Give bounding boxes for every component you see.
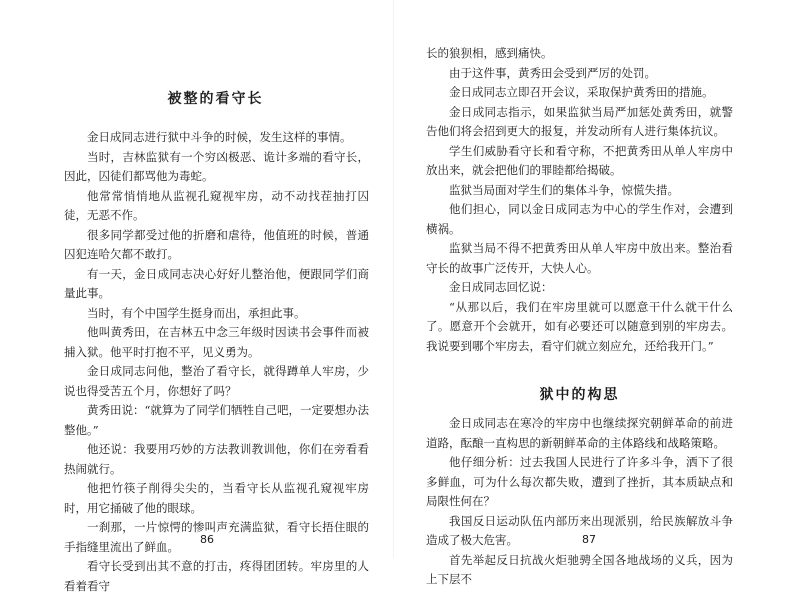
paragraph: 长的狼狈相，感到痛快。 — [426, 46, 553, 60]
paragraph: 很多同学都受过他的折磨和虐待，他值班的时候，普通囚犯连哈欠都不敢打。 — [64, 227, 369, 261]
paragraph: 黄秀田说：“就算为了同学们牺牲自己吧，一定要想办法整他。” — [64, 403, 369, 437]
paragraph: 他仔细分析：过去我国人民进行了许多斗争，洒下了很多鲜血，可为什么每次都失败，遭到了挫折，其本质缺点和局限性何在？ — [426, 455, 733, 508]
paragraph: 由于这件事，黄秀田会受到严厉的处罚。 — [449, 65, 656, 80]
paragraph: 金日成同志指示，如果监狱当局严加惩处黄秀田，就警告他们将会招到更大的报复，并发动所有人进行集体抗议。 — [426, 104, 733, 138]
paragraph: 监狱当局面对学生们的集体斗争，惊慌失措。 — [449, 182, 679, 197]
paragraph: 一刹那，一片惊愕的惨叫声充满监狱，看守长捂住眼的手指缝里流出了鲜血。 — [64, 520, 369, 554]
chapter-title: 被整的看守长 — [167, 91, 264, 107]
right-page-body-top — [426, 44, 733, 356]
quotation: “从那以后，我们在牢房里就可以愿意干什么就干什么了。愿意开个会就开，如有必要还可以随意到别的牢房去。我说要到哪个牢房去，看守们就立刻应允，还给我开门。” — [426, 299, 733, 353]
paragraph: 当时，有个中国学生挺身而出，承担此事。 — [87, 305, 306, 320]
paragraph: 监狱当局不得不把黄秀田从单人牢房中放出来。整治看守长的故事广泛传开，大快人心。 — [426, 241, 733, 275]
paragraph: 首先举起反日抗战火炬驰骋全国各地战场的义兵，因为上下层不 — [426, 552, 733, 586]
paragraph: 我国反日运动队伍内部历来出现派别，给民族解放斗争造成了极大危害。 — [426, 513, 733, 547]
paragraph: 金日成同志进行狱中斗争的时候，发生这样的事情。 — [87, 130, 352, 144]
paragraph: 看守长受到出其不意的打击，疼得团团转。牢房里的人看着看守 — [64, 559, 369, 593]
chapter-title: 狱中的构思 — [539, 387, 620, 403]
paragraph: 学生们威胁看守长和看守称，不把黄秀田从单人牢房中放出来，就会把他们的罪睦都给揭破。 — [426, 143, 733, 177]
left-page — [0, 0, 393, 593]
right-page — [394, 0, 787, 586]
paragraph: 金日成同志回忆说： — [449, 280, 553, 294]
paragraph: 他们担心，同以金日成同志为中心的学生作对，会遭到横祸。 — [426, 202, 733, 236]
paragraph: 当时，吉林监狱有一个穷凶极恶、诡计多端的看守长，因此，囚徒们都骂他为毒蛇。 — [64, 149, 369, 183]
paragraph: 金日成同志问他，整治了看守长，就得蹲单人牢房，少说也得受苦五个月，你想好了吗？ — [64, 364, 369, 398]
paragraph: 他把竹筷子削得尖尖的，当看守长从监视孔窥视牢房时，用它捅破了他的眼球。 — [64, 481, 369, 515]
left-page-body — [62, 128, 369, 596]
paragraph: 有一天，金日成同志决心好好儿整治他，便跟同学们商量此事。 — [64, 266, 369, 300]
paragraph: 他叫黄秀田，在吉林五中念三年级时因读书会事件而被捕入狱。他平时打抱不平，见义勇为。 — [64, 325, 369, 359]
paragraph: 他还说：我要用巧妙的方法教训教训他，你们在旁看看热闹就行。 — [64, 442, 369, 476]
page-number: 87 — [582, 533, 596, 546]
paragraph: 金日成同志在寒冷的牢房中也继续探究朝鲜革命的前进道路，酝酿一直构思的新朝鲜革命的主体路线和战略策略。 — [426, 416, 733, 450]
paragraph: 金日成同志立即召开会议，采取保护黄秀田的措施。 — [449, 85, 714, 99]
right-page-body-bottom — [426, 414, 733, 590]
page-number: 86 — [200, 533, 214, 546]
paragraph: 他常常悄悄地从监视孔窥视牢房，动不动找茬抽打囚徒，无恶不作。 — [64, 188, 369, 222]
